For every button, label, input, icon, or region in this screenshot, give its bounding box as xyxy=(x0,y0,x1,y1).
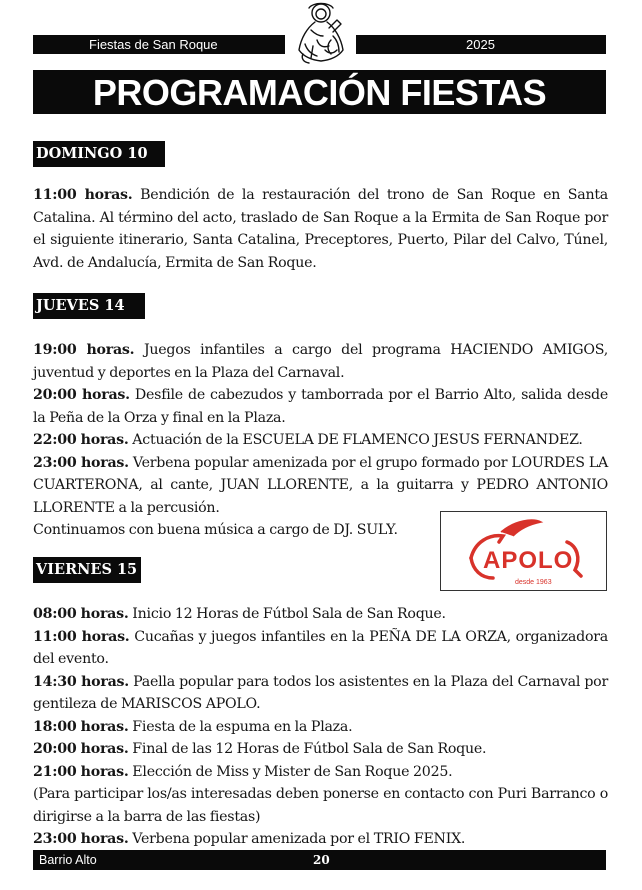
header-left-label: Fiestas de San Roque xyxy=(33,35,285,54)
event-time: 21:00 horas. xyxy=(33,763,129,780)
event-time: 23:00 horas. xyxy=(33,831,129,847)
event-text: Elección de Miss y Mister de San Roque 2025. xyxy=(128,763,453,780)
day-header-domingo: DOMINGO 10 xyxy=(33,141,165,167)
event-item xyxy=(33,716,608,739)
jueves-note: Continuamos con buena música a cargo de DJ. SULY. xyxy=(33,522,398,538)
event-text: Bendición de la restauración del trono de San Roque en Santa Catalina. Al término del acto, traslado de San Roque a la Ermita de San Roque por el siguiente itinerario, Santa Catalina, Preceptores, Puerto, Pilar del Calvo, Túnel, Avd. de Andalucía, Ermita de San Roque. xyxy=(33,187,608,271)
event-item xyxy=(33,671,608,716)
footer-bar xyxy=(33,850,606,870)
event-time: 08:00 horas. xyxy=(33,606,129,622)
event-time: 18:00 horas. xyxy=(33,718,129,735)
event-text: Cucañas y juegos infantiles en la PEÑA DE LA ORZA, organizadora del evento. xyxy=(33,628,608,667)
header-year-label: 2025 xyxy=(356,35,606,54)
event-text: Juegos infantiles a cargo del programa HACIENDO AMIGOS, juventud y deportes en la Plaza del Carnaval. xyxy=(33,342,608,381)
event-item xyxy=(33,828,608,851)
day-header-viernes: VIERNES 15 xyxy=(33,557,141,583)
event-item xyxy=(33,738,608,761)
event-time: 11:00 horas. xyxy=(33,628,130,645)
viernes-note: (Para participar los/as interesadas deben ponerse en contacto con Puri Barranco o dirigirse a la barra de las fiestas) xyxy=(33,786,608,825)
event-time: 20:00 horas. xyxy=(33,741,129,757)
event-text: Verbena popular amenizada por el grupo formado por LOURDES LA CUARTERONA, al cante, JUAN LLORENTE, a la guitarra y PEDRO ANTONIO LLORENTE a la percusión. xyxy=(33,454,608,516)
event-text: Desfile de cabezudos y tamborrada por el Barrio Alto, salida desde la Peña de la Orza y final en la Plaza. xyxy=(33,387,608,426)
event-time: 23:00 horas. xyxy=(33,454,129,471)
event-item xyxy=(33,761,608,784)
apolo-ad xyxy=(440,511,607,591)
event-item xyxy=(33,626,608,671)
event-text: Actuación de la ESCUELA DE FLAMENCO JESUS FERNANDEZ. xyxy=(128,432,583,448)
viernes-events xyxy=(33,603,608,851)
event-item xyxy=(33,384,608,429)
event-item xyxy=(33,452,608,520)
day-header-jueves: JUEVES 14 xyxy=(33,293,145,319)
event-text: Inicio 12 Horas de Fútbol Sala de San Roque. xyxy=(128,606,446,622)
event-item xyxy=(33,603,608,626)
event-text: Final de las 12 Horas de Fútbol Sala de San Roque. xyxy=(128,741,487,757)
event-item xyxy=(33,184,608,274)
event-text: Paella popular para todos los asistentes en la Plaza del Carnaval por gentileza de MARISCOS APOLO. xyxy=(33,673,608,712)
event-time: 22:00 horas. xyxy=(33,432,129,448)
event-text: Verbena popular amenizada por el TRIO FENIX. xyxy=(128,831,466,847)
event-time: 11:00 horas. xyxy=(33,187,133,203)
page-title: PROGRAMACIÓN FIESTAS xyxy=(33,70,606,114)
event-item xyxy=(33,339,608,384)
event-time: 20:00 horas. xyxy=(33,387,130,403)
ad-tagline: desde 1963 xyxy=(515,579,552,586)
domingo-events xyxy=(33,184,608,274)
san-roque-emblem-icon xyxy=(289,0,353,66)
event-item xyxy=(33,429,608,452)
event-time: 14:30 horas. xyxy=(33,673,129,690)
page-number: 20 xyxy=(313,853,330,867)
ad-brand: APOLO xyxy=(483,547,574,574)
event-text: Fiesta de la espuma en la Plaza. xyxy=(128,718,353,735)
footer-left-label: Barrio Alto xyxy=(39,853,97,867)
fish-logo-icon xyxy=(441,512,606,590)
event-time: 19:00 horas. xyxy=(33,342,135,358)
